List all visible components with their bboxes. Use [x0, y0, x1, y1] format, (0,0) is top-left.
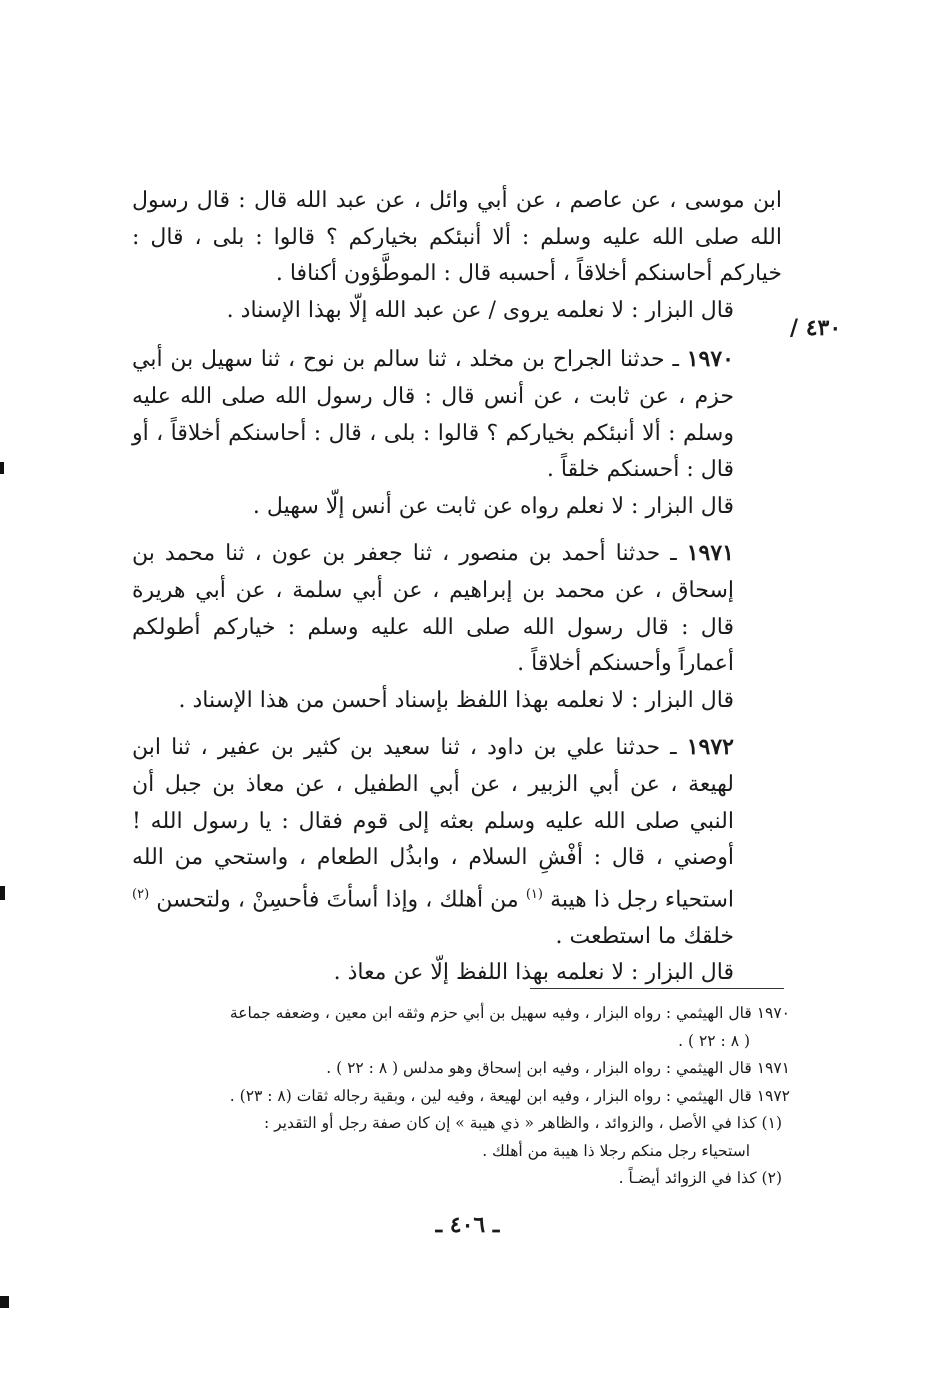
footnote-note-2	[140, 1165, 790, 1193]
hadith-body: حدثنا أحمد بن منصور ، ثنا جعفر بن عون ، ثنا محمد بن إسحاق ، عن محمد بن إبراهيم ، عن أبي سلمة ، عن أبي هريرة قال : قال رسول الله صلى الله عليه وسلم : خياركم أطولكم أعماراً وأحسنكم أخلاقاً .	[132, 541, 734, 677]
footnote-label: ١٩٧١	[756, 1059, 790, 1077]
hadith-body-a: حدثنا علي بن داود ، ثنا سعيد بن كثير بن عفير ، ثنا ابن لهيعة ، عن أبي الزبير ، عن أبي الطفيل ، عن معاذ بن جبل أن النبي صلى الله عليه وسلم بعثه إلى قوم فقال : يا رسول الله ! أوصني ، قال : أفْشِ السلام ، وابذُل الطعام ، واستحي من الله استحياء رجل ذا هيبة	[132, 735, 734, 913]
intro-bazzar-comment: قال البزار : لا نعلمه يروى / عن عبد الله إلّا بهذا الإسناد .	[226, 297, 734, 323]
footnote-text: كذا في الأصل ، والزوائد ، والظاهر « ذي هيبة » إن كان صفة رجل أو التقدير :	[263, 1114, 757, 1132]
page-number: ـ ٤٠٦ ـ	[435, 1212, 500, 1238]
hadith-number: ١٩٧٢	[686, 734, 734, 761]
hadith-1971	[132, 535, 782, 719]
hadith-body: حدثنا الجراح بن مخلد ، ثنا سالم بن نوح ، ثنا سهيل بن أبي حزم ، عن ثابت ، عن أنس قال : قال رسول الله صلى الله عليه وسلم : ألا أنبئكم بخياركم ؟ قالوا : بلى ، قال : أحاسنكم أخلاقاً ، أو قال : أحسنكم خلقاً .	[132, 347, 734, 483]
hadith-1972-bazzar-comment: قال البزار : لا نعلمه بهذا اللفظ إلّا عن معاذ .	[333, 960, 734, 986]
footnote-label: (٢)	[761, 1169, 782, 1187]
footnote-ref-2[interactable]: (٢)	[132, 886, 150, 902]
hadith-body-c: خلقك ما استطعت .	[555, 923, 734, 949]
scan-edge-mark-top	[0, 462, 4, 474]
footnote-text: قال الهيثمي : رواه البزار ، وفيه ابن لهيعة ، وفيه لين ، وبقية رجاله ثقات (٨ : ٢٣) .	[229, 1086, 752, 1105]
footnote-1972	[140, 1083, 790, 1111]
footnote-text: قال الهيثمي : رواه البزار ، وفيه ابن إسحاق وهو مدلس ( ٨ : ٢٢ ) .	[326, 1059, 752, 1077]
hadith-number: ١٩٧١	[686, 540, 734, 567]
scan-edge-mark-middle	[0, 886, 5, 900]
footnote-label: (١)	[761, 1114, 782, 1132]
footnote-1970	[140, 1000, 790, 1028]
hadith-1970-text	[132, 341, 782, 488]
footnote-divider	[530, 988, 784, 989]
hadith-body-b: من أهلك ، وإذا أسأتَ فأحسِنْ ، ولتحسن	[156, 887, 519, 913]
dash: ـ	[664, 347, 679, 373]
dash: ـ	[660, 735, 677, 761]
hadith-1970-bazzar-comment: قال البزار : لا نعلم رواه عن ثابت عن أنس إلّا سهيل .	[252, 493, 734, 519]
hadith-number: ١٩٧٠	[686, 346, 734, 373]
footnote-1970-cont: ( ٨ : ٢٢ ) .	[678, 1031, 750, 1050]
main-text	[132, 183, 782, 1002]
footnote-label: ١٩٧٢	[756, 1086, 790, 1105]
footnote-note-1	[140, 1110, 790, 1138]
hadith-1970	[132, 341, 782, 525]
intro-hadith	[132, 183, 782, 329]
footnote-text: كذا في الزوائد أيضـاً .	[618, 1169, 757, 1187]
hadith-1971-text	[132, 535, 782, 682]
footnote-ref-1[interactable]: (١)	[525, 886, 543, 902]
footnotes	[140, 1000, 790, 1193]
hadith-1972-text	[132, 729, 782, 955]
hadith-1971-bazzar-comment: قال البزار : لا نعلمه بهذا اللفظ بإسناد أحسن من هذا الإسناد .	[178, 687, 734, 713]
scan-edge-mark-bottom	[0, 1296, 9, 1308]
margin-page-reference: ٤٣٠ /	[790, 315, 842, 341]
footnote-note-1-cont: استحياء رجل منكم رجلا ذا هيبة من أهلك .	[482, 1141, 750, 1160]
footnote-text: قال الهيثمي : رواه البزار ، وفيه سهيل بن أبي حزم وثقه ابن معين ، وضعفه جماعة	[229, 1004, 752, 1022]
footnote-1971	[140, 1055, 790, 1083]
hadith-1972	[132, 729, 782, 991]
dash: ـ	[660, 541, 677, 567]
footnote-label: ١٩٧٠	[756, 1004, 790, 1022]
intro-text: ابن موسى ، عن عاصم ، عن أبي وائل ، عن عبد الله قال : قال رسول الله صلى الله عليه وسلم : ألا أنبئكم بخياركم ؟ قالوا : بلى ، قال : خياركم أحاسنكم أخلاقاً ، أحسبه قال : الموطَّؤون أكنافا .	[132, 188, 782, 287]
